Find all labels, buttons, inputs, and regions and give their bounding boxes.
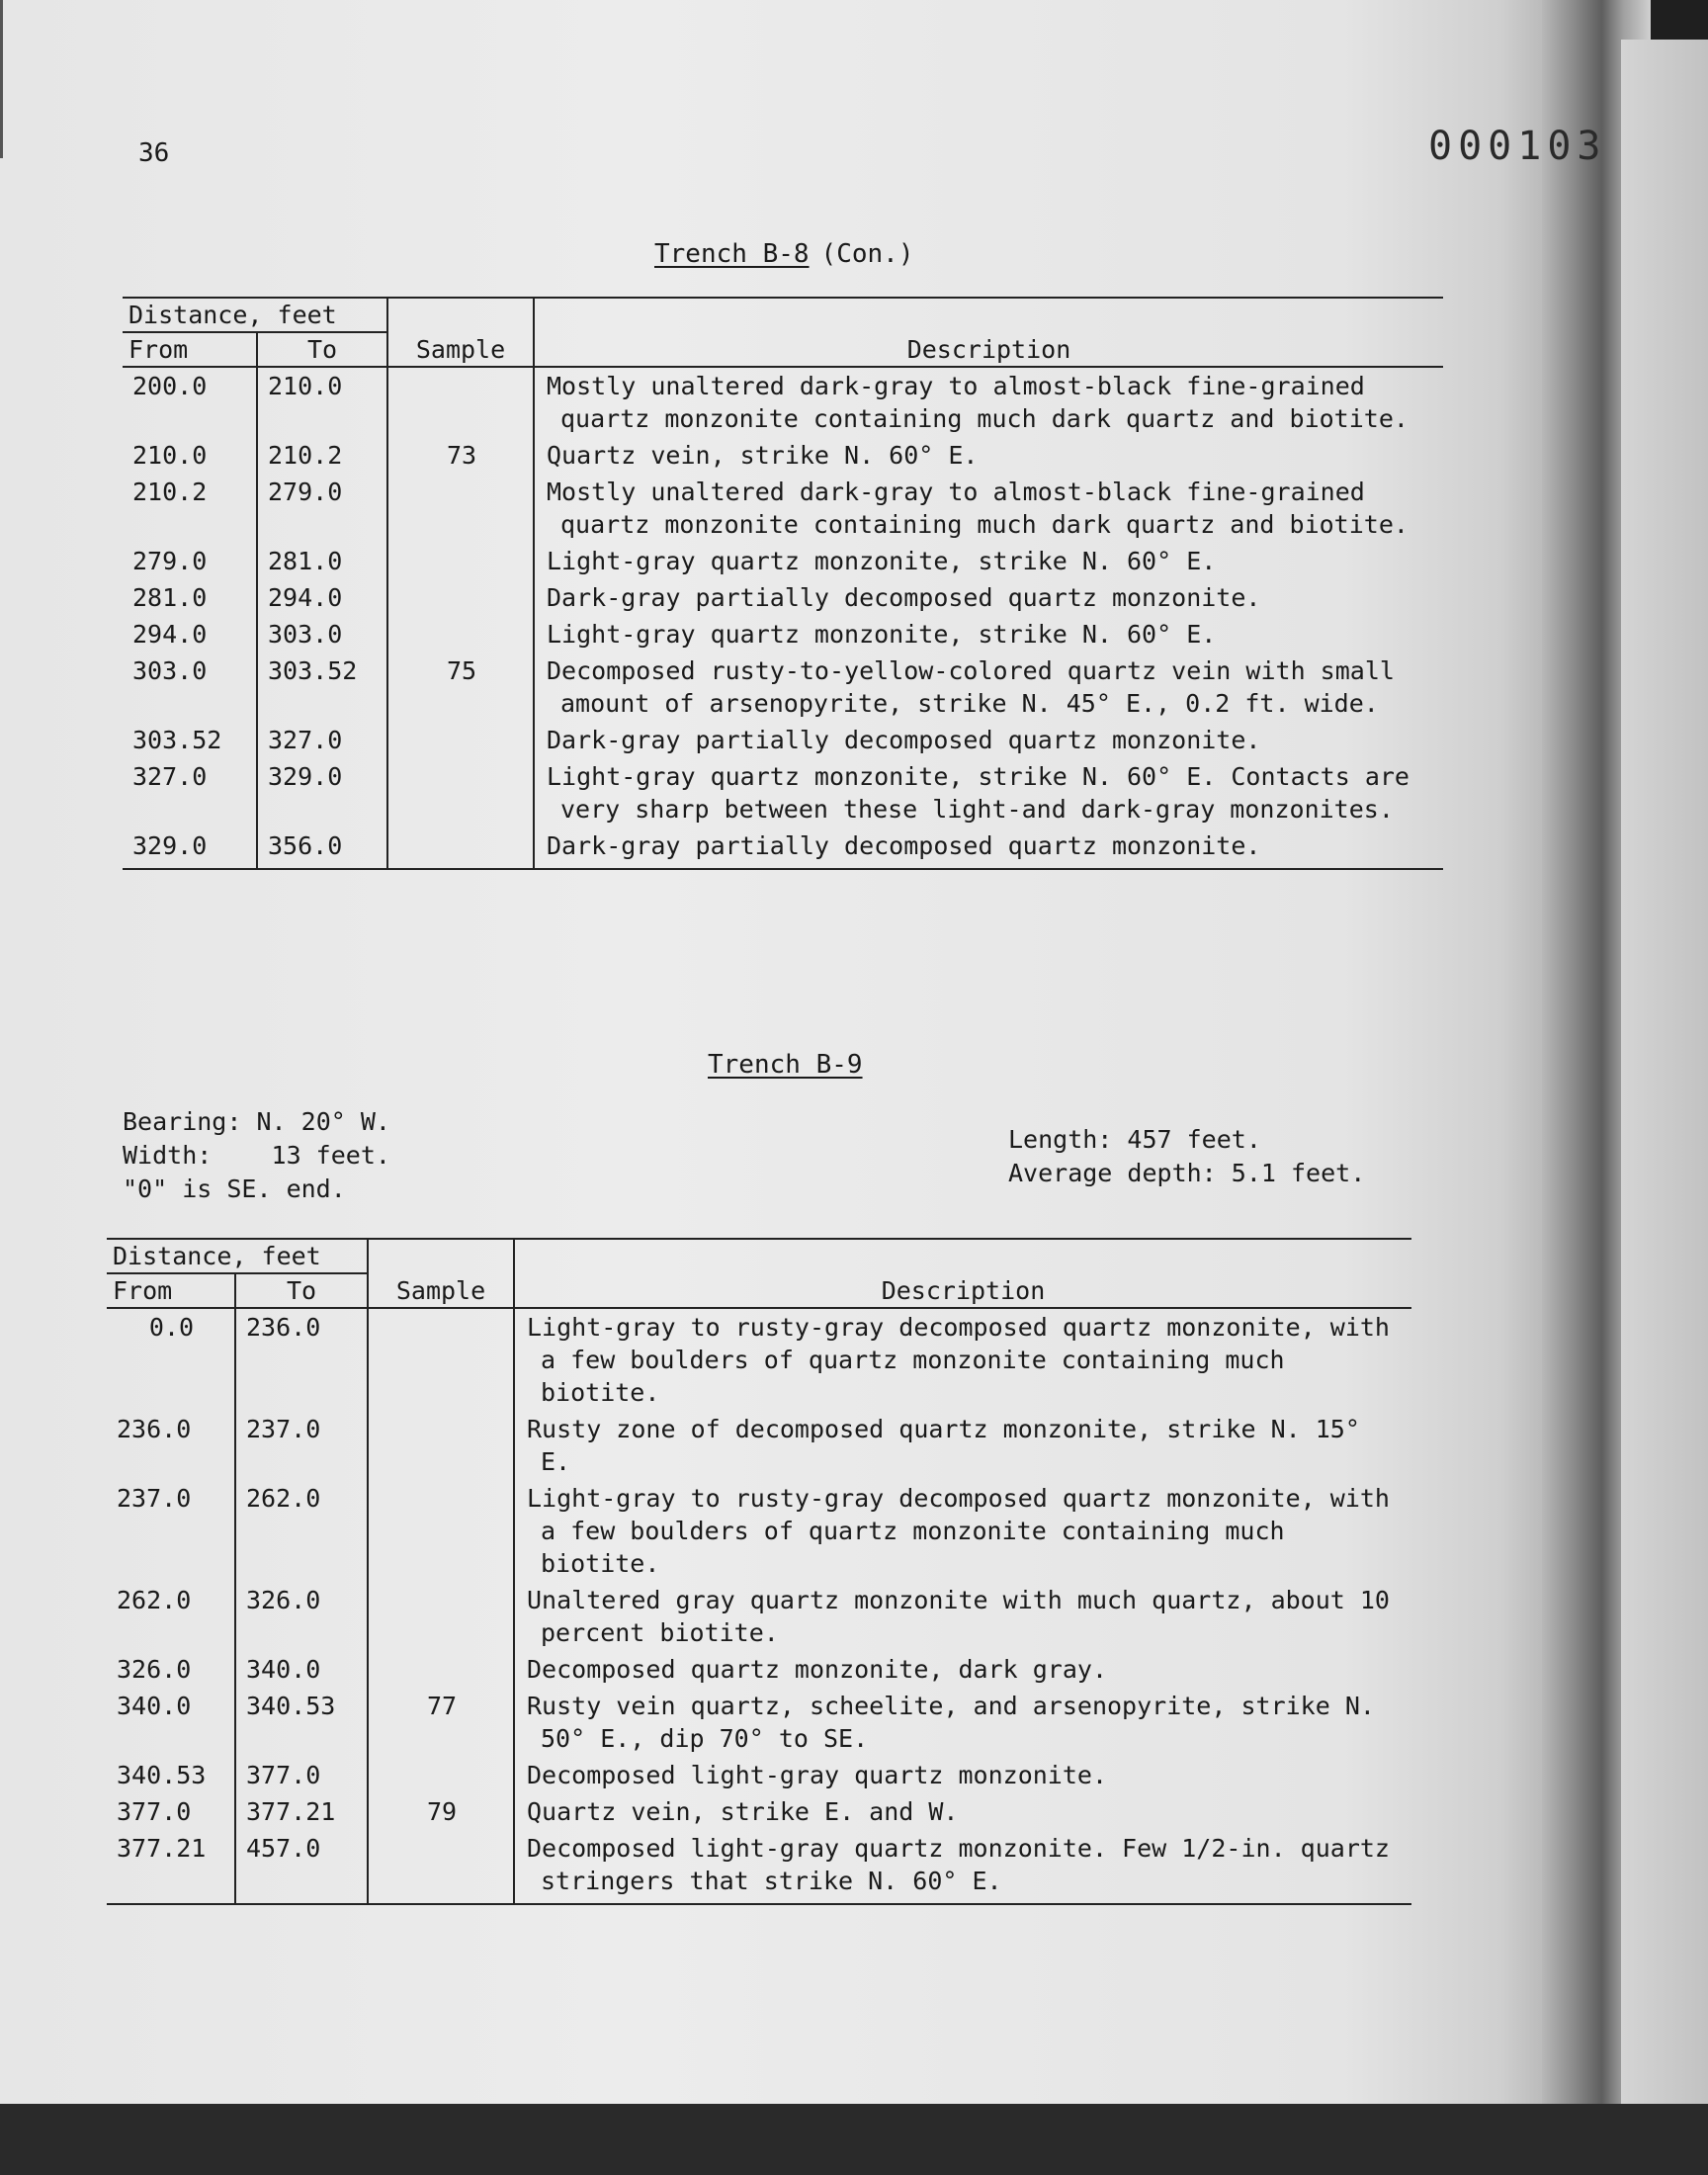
table-row [107,1582,1411,1651]
to-cell: 340.0 [235,1651,368,1688]
distance-group-header: Distance, feet [107,1239,368,1273]
sample-cell [387,616,534,652]
from-header: From [123,332,257,367]
to-cell: 237.0 [235,1411,368,1480]
from-cell: 329.0 [123,827,257,869]
sample-header: Sample [387,298,534,367]
distance-group-header: Distance, feet [123,298,387,332]
sample-cell [368,1651,514,1688]
description-cell: Quartz vein, strike E. and W. [527,1797,959,1826]
to-cell: 281.0 [257,543,387,579]
table-row [107,1757,1411,1793]
to-cell: 294.0 [257,579,387,616]
sample-cell [368,1411,514,1480]
sample-cell [387,579,534,616]
from-cell: 294.0 [123,616,257,652]
table-row [123,652,1443,722]
description-cell: Light-gray quartz monzonite, strike N. 60° E. [547,547,1217,575]
description-cell: Mostly unaltered dark-gray to almost-black fine-grained quartz monzonite containing much dark quartz and biotite. [547,372,1409,433]
from-cell: 210.0 [123,437,257,474]
from-cell: 0.0 [107,1308,235,1411]
origin-note: "0" is SE. end. [123,1174,346,1203]
trench-b8-title: Trench B-8 [654,239,810,269]
depth-value: 5.1 feet. [1231,1159,1366,1187]
table-row [123,758,1443,827]
description-cell: Mostly unaltered dark-gray to almost-black fine-grained quartz monzonite containing much dark quartz and biotite. [547,478,1409,539]
trench-b8-heading [654,239,913,269]
description-cell: Rusty zone of decomposed quartz monzonite, strike N. 15° E. [527,1415,1360,1476]
trench-b9-meta-left [123,1105,390,1206]
sample-cell: 73 [387,437,534,474]
description-header: Description [514,1239,1411,1308]
table-row [123,722,1443,758]
description-cell: Decomposed quartz monzonite, dark gray. [527,1655,1107,1684]
bearing-label: Bearing: [123,1107,242,1136]
scan-edge-mark [0,0,3,158]
table-row [107,1308,1411,1411]
trench-b8-suffix: (Con.) [820,239,914,269]
to-cell: 329.0 [257,758,387,827]
table-row [123,616,1443,652]
sample-cell: 79 [368,1793,514,1830]
to-cell: 303.52 [257,652,387,722]
sample-cell [387,722,534,758]
from-cell: 210.2 [123,474,257,543]
sample-cell [368,1308,514,1411]
sample-cell [387,543,534,579]
from-header: From [107,1273,235,1308]
length-label: Length: [1008,1125,1113,1154]
scan-bottom-border [0,2104,1708,2175]
from-cell: 237.0 [107,1480,235,1582]
sample-cell [387,758,534,827]
table-row [123,579,1443,616]
from-cell: 236.0 [107,1411,235,1480]
table-row [107,1830,1411,1904]
sample-cell [368,1757,514,1793]
sample-header: Sample [368,1239,514,1308]
trench-b8-rows [123,367,1443,869]
from-cell: 327.0 [123,758,257,827]
description-cell: Dark-gray partially decomposed quartz monzonite. [547,726,1261,754]
to-cell: 210.0 [257,367,387,437]
depth-label: Average depth: [1008,1159,1217,1187]
facing-page-edge [1621,40,1708,2116]
from-cell: 303.52 [123,722,257,758]
table-row [107,1480,1411,1582]
to-cell: 326.0 [235,1582,368,1651]
to-header: To [257,332,387,367]
trench-b9-meta-right [1008,1123,1365,1190]
description-cell: Decomposed light-gray quartz monzonite. Few 1/2-in. quartz stringers that strike N. 60° E. [514,1830,1411,1904]
from-cell: 200.0 [123,367,257,437]
sample-cell: 77 [368,1688,514,1757]
from-cell: 326.0 [107,1651,235,1688]
description-cell: Quartz vein, strike N. 60° E. [547,441,979,470]
to-header: To [235,1273,368,1308]
trench-b9-table [107,1238,1411,1905]
sample-cell: 75 [387,652,534,722]
table-row [123,827,1443,869]
description-cell: Light-gray to rusty-gray decomposed quartz monzonite, with a few boulders of quartz monzonite containing much biotite. [527,1313,1390,1407]
to-cell: 377.0 [235,1757,368,1793]
description-cell: Light-gray quartz monzonite, strike N. 60° E. [547,620,1217,649]
to-cell: 236.0 [235,1308,368,1411]
sample-cell [387,367,534,437]
table-row [123,437,1443,474]
trench-b9-rows [107,1308,1411,1904]
description-cell: Dark-gray partially decomposed quartz monzonite. [547,583,1261,612]
to-cell: 340.53 [235,1688,368,1757]
table-row [123,474,1443,543]
to-cell: 327.0 [257,722,387,758]
to-cell: 356.0 [257,827,387,869]
trench-b9-title: Trench B-9 [708,1050,863,1080]
sample-cell [368,1480,514,1582]
description-cell: Unaltered gray quartz monzonite with much quartz, about 10 percent biotite. [527,1586,1390,1647]
to-cell: 457.0 [235,1830,368,1904]
from-cell: 262.0 [107,1582,235,1651]
sample-cell [387,827,534,869]
sample-cell [387,474,534,543]
page-number: 36 [138,138,170,168]
from-cell: 377.21 [107,1830,235,1904]
trench-b8-table [123,297,1443,870]
width-value: 13 feet. [271,1141,390,1170]
table-row [123,543,1443,579]
to-cell: 303.0 [257,616,387,652]
description-cell: Light-gray quartz monzonite, strike N. 60° E. Contacts are very sharp between these light-and dark-gray monzonites. [547,762,1409,824]
from-cell: 377.0 [107,1793,235,1830]
table-row [107,1651,1411,1688]
description-cell: Dark-gray partially decomposed quartz monzonite. [534,827,1443,869]
from-cell: 340.0 [107,1688,235,1757]
sample-cell [368,1830,514,1904]
trench-b9-heading [708,1050,863,1080]
table-row [123,367,1443,437]
to-cell: 377.21 [235,1793,368,1830]
description-cell: Rusty vein quartz, scheelite, and arsenopyrite, strike N. 50° E., dip 70° to SE. [527,1692,1375,1753]
description-header: Description [534,298,1443,367]
description-cell: Decomposed rusty-to-yellow-colored quartz vein with small amount of arsenopyrite, strike N. 45° E., 0.2 ft. wide. [547,656,1395,718]
sample-cell [368,1582,514,1651]
from-cell: 279.0 [123,543,257,579]
to-cell: 262.0 [235,1480,368,1582]
document-stamp: 000103 [1428,124,1607,169]
from-cell: 281.0 [123,579,257,616]
table-row [107,1793,1411,1830]
description-cell: Decomposed light-gray quartz monzonite. [527,1761,1107,1789]
table-row [107,1688,1411,1757]
from-cell: 303.0 [123,652,257,722]
width-label: Width: [123,1141,213,1170]
length-value: 457 feet. [1127,1125,1261,1154]
to-cell: 210.2 [257,437,387,474]
description-cell: Light-gray to rusty-gray decomposed quartz monzonite, with a few boulders of quartz monzonite containing much biotite. [527,1484,1390,1578]
bearing-value: N. 20° W. [256,1107,390,1136]
table-row [107,1411,1411,1480]
to-cell: 279.0 [257,474,387,543]
from-cell: 340.53 [107,1757,235,1793]
